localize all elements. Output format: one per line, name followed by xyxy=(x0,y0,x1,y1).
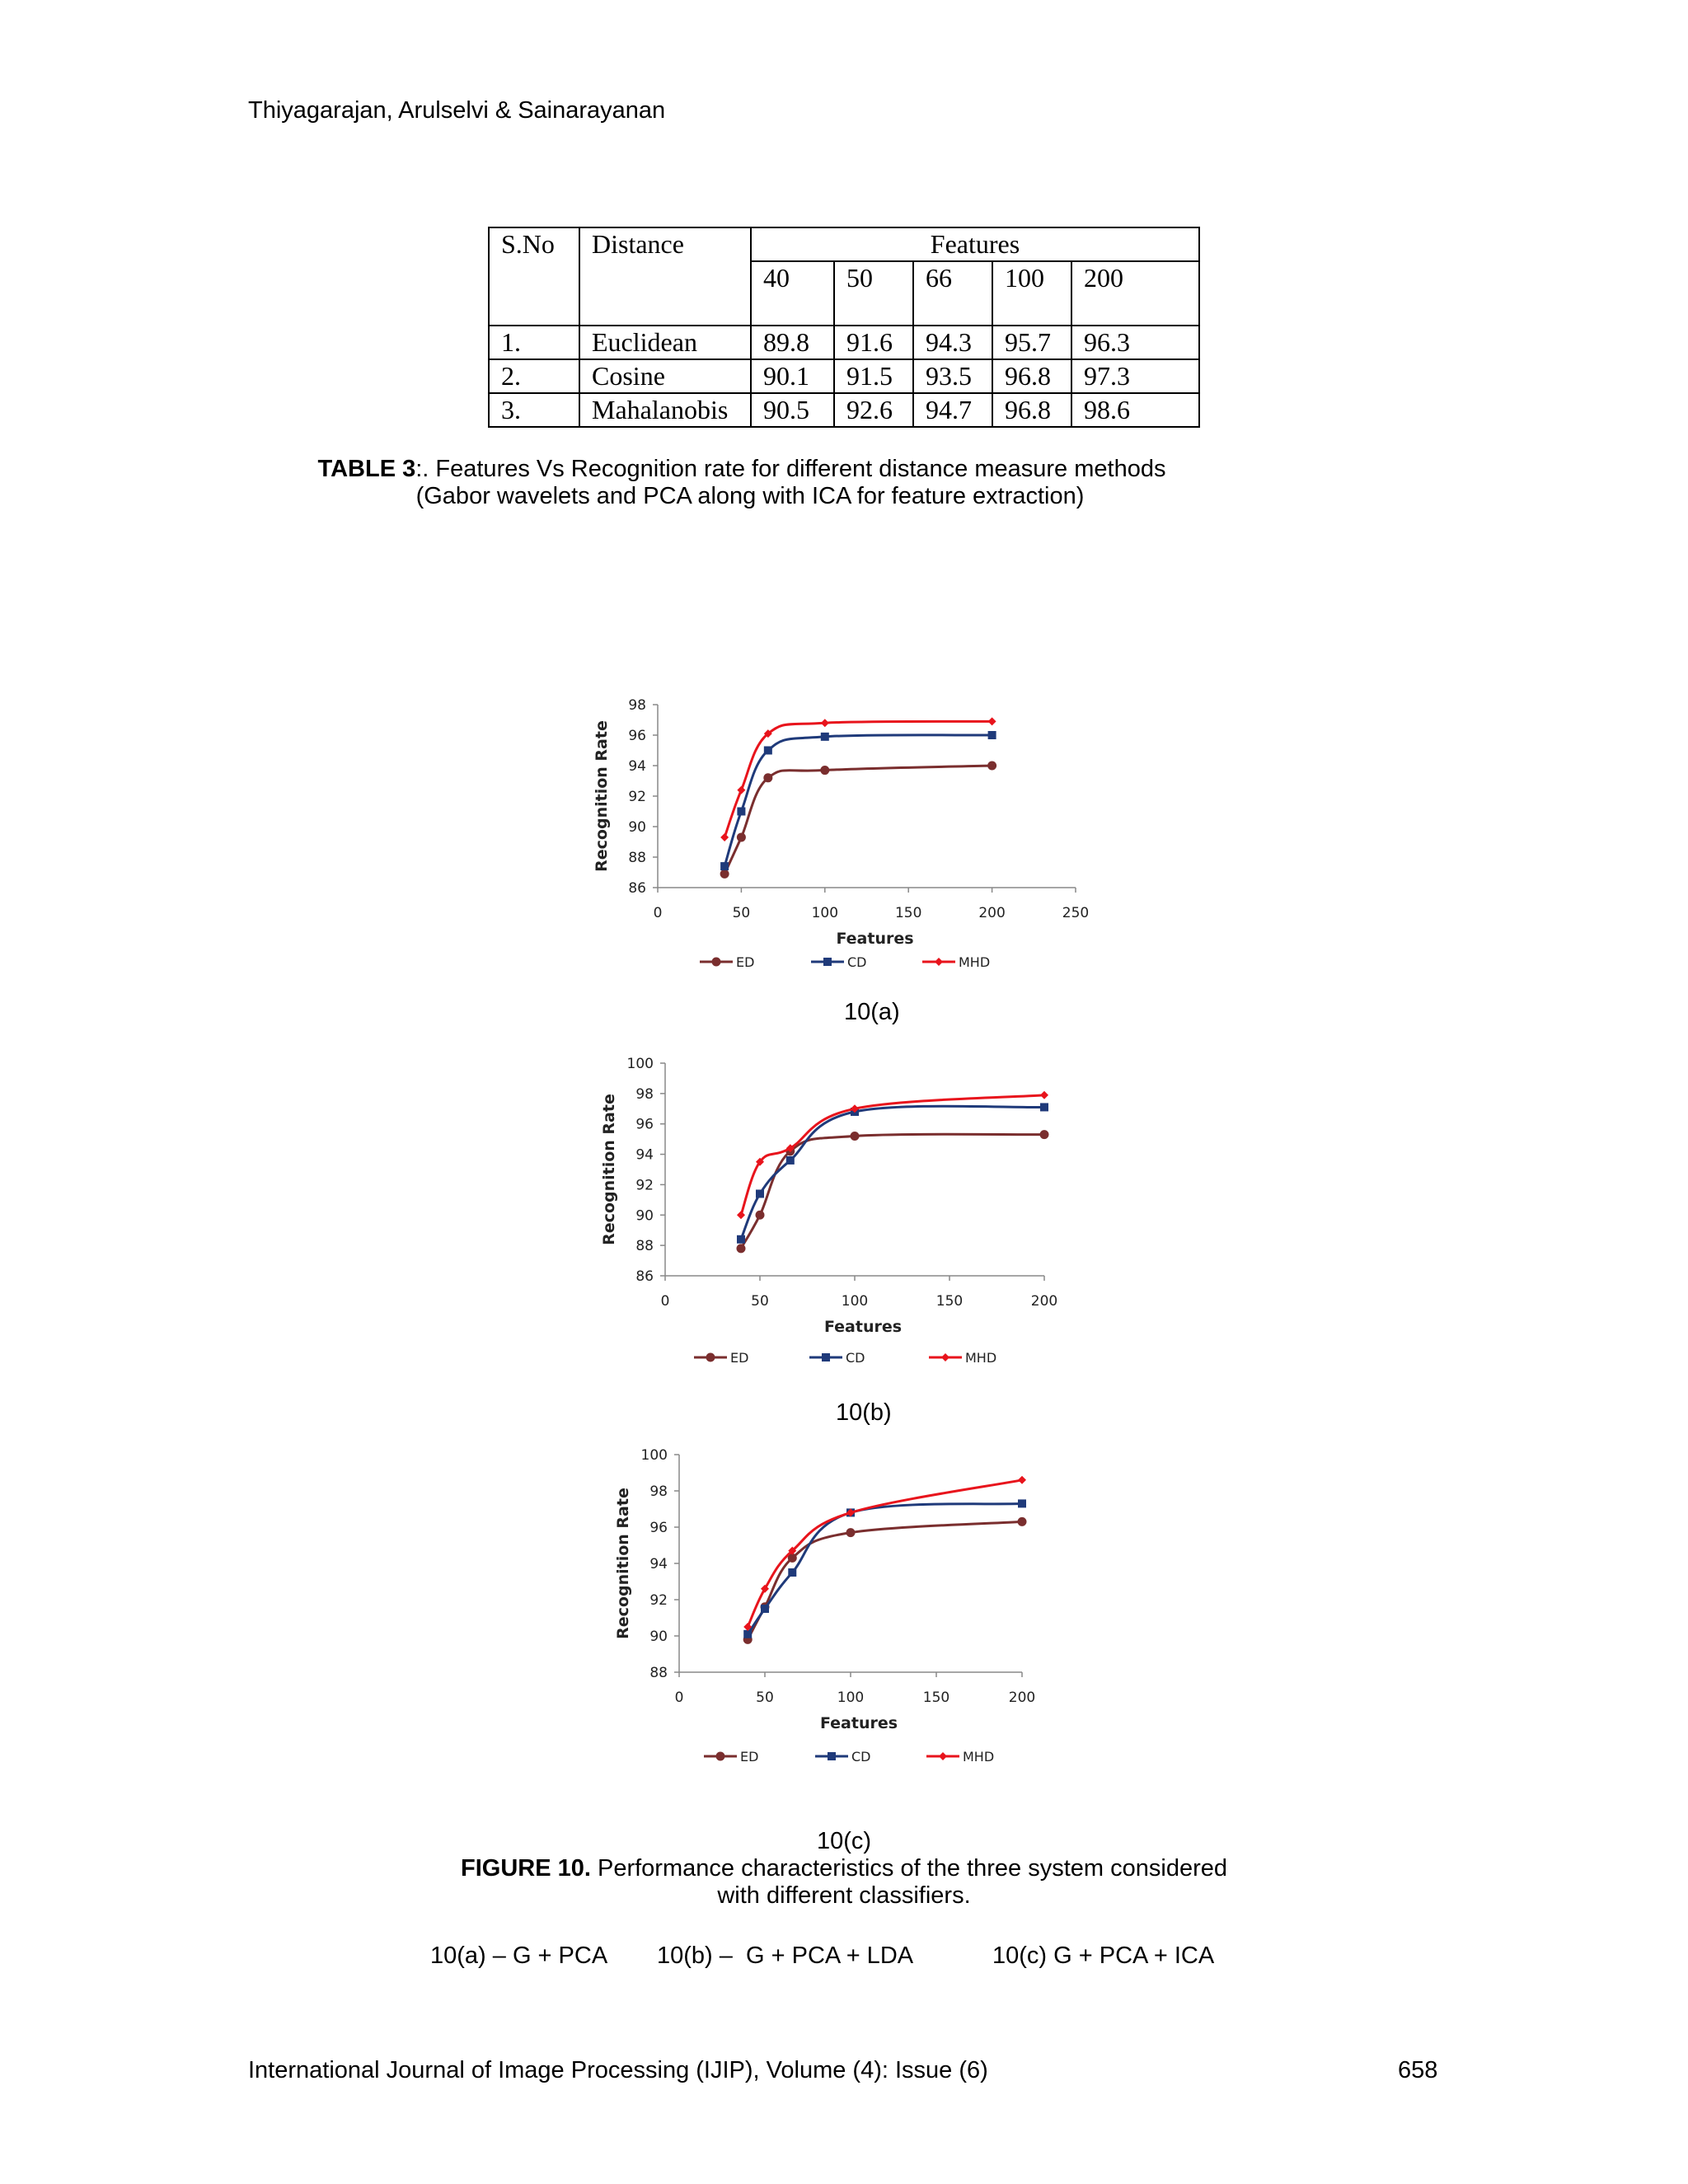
col-features-header: Features xyxy=(751,227,1199,261)
legend-marker-ed xyxy=(716,1752,725,1761)
y-tick-label: 96 xyxy=(635,1116,654,1133)
legend-marker-cd xyxy=(828,1752,836,1760)
series-line-cd xyxy=(724,735,992,866)
feature-count-cell: 200 xyxy=(1071,261,1199,326)
y-tick-label: 90 xyxy=(628,819,646,836)
y-tick-label: 92 xyxy=(635,1177,654,1194)
data-point-ed xyxy=(763,773,772,782)
x-axis-title: Features xyxy=(819,1714,898,1732)
x-tick-label: 200 xyxy=(1008,1690,1036,1706)
row-value: 94.7 xyxy=(913,393,992,427)
table-row xyxy=(489,326,1199,359)
row-value: 91.5 xyxy=(834,359,913,393)
data-point-ed xyxy=(720,869,729,879)
x-tick-label: 50 xyxy=(756,1690,774,1706)
row-value: 98.6 xyxy=(1071,393,1199,427)
data-point-cd xyxy=(737,808,745,816)
y-tick-label: 98 xyxy=(628,697,646,714)
col-sno-header: S.No xyxy=(489,227,579,326)
y-tick-label: 94 xyxy=(635,1146,654,1164)
data-point-cd xyxy=(1040,1103,1048,1111)
table-row xyxy=(489,359,1199,393)
row-sno: 1. xyxy=(489,326,579,359)
x-tick-label: 150 xyxy=(922,1690,950,1706)
x-tick-label: 250 xyxy=(1062,905,1090,921)
x-tick-label: 100 xyxy=(837,1690,865,1706)
col-distance-header: Distance xyxy=(579,227,751,326)
data-point-cd xyxy=(756,1189,764,1197)
x-tick-label: 50 xyxy=(732,905,751,921)
data-point-cd xyxy=(821,733,829,741)
legend-label-cd: CD xyxy=(846,1350,865,1366)
legend-marker-mhd xyxy=(941,1353,950,1361)
legend-label-mhd: MHD xyxy=(963,1749,995,1765)
legend-label-ed: ED xyxy=(730,1350,749,1366)
row-value: 91.6 xyxy=(834,326,913,359)
legend-marker-mhd xyxy=(935,958,943,966)
legend-label-mhd: MHD xyxy=(965,1350,997,1366)
y-tick-label: 92 xyxy=(649,1592,668,1609)
table-caption-line1: :. Features Vs Recognition rate for different distance measure methods xyxy=(415,456,1166,482)
y-tick-label: 90 xyxy=(635,1207,654,1225)
feature-count-cell: 40 xyxy=(751,261,834,326)
chart-10a xyxy=(577,688,1104,985)
y-tick-label: 86 xyxy=(635,1268,654,1285)
table-caption xyxy=(247,456,1236,510)
row-value: 96.8 xyxy=(992,359,1071,393)
data-point-cd xyxy=(764,747,772,755)
legend-label-cd: CD xyxy=(847,954,867,970)
legend-label-ed: ED xyxy=(736,954,755,970)
row-value: 92.6 xyxy=(834,393,913,427)
data-point-mhd xyxy=(988,717,996,725)
y-tick-label: 96 xyxy=(649,1520,668,1536)
figure-caption-line1: Performance characteristics of the three system considered xyxy=(590,1855,1227,1882)
x-tick-label: 0 xyxy=(674,1690,684,1706)
data-point-cd xyxy=(788,1568,796,1577)
x-tick-label: 150 xyxy=(935,1293,964,1310)
footer-page-number: 658 xyxy=(1398,2057,1438,2083)
figure-caption-line2: with different classifiers. xyxy=(717,1882,971,1909)
data-point-mhd xyxy=(1040,1091,1048,1099)
x-tick-label: 0 xyxy=(653,905,663,921)
data-point-ed xyxy=(851,1132,860,1141)
chart-10b xyxy=(577,1047,1104,1380)
feature-count-cell: 50 xyxy=(834,261,913,326)
chart-10b-sublabel: 10(b) xyxy=(836,1399,892,1426)
y-tick-label: 94 xyxy=(628,758,646,775)
legend-marker-mhd xyxy=(939,1752,947,1760)
y-tick-label: 94 xyxy=(649,1556,668,1572)
data-point-mhd xyxy=(1018,1476,1026,1484)
legend-label-mhd: MHD xyxy=(959,954,991,970)
y-tick-label: 92 xyxy=(628,789,646,805)
series-line-ed xyxy=(748,1521,1022,1639)
row-sno: 3. xyxy=(489,393,579,427)
y-axis-title: Recognition Rate xyxy=(614,1488,632,1639)
series-line-mhd xyxy=(748,1480,1022,1627)
row-value: 96.8 xyxy=(992,393,1071,427)
legend-marker-ed xyxy=(712,958,721,967)
row-distance: Mahalanobis xyxy=(579,393,751,427)
table-caption-line2: (Gabor wavelets and PCA along with ICA for feature extraction) xyxy=(415,483,1085,509)
y-tick-label: 86 xyxy=(628,880,646,897)
data-point-cd xyxy=(988,731,996,739)
y-tick-label: 100 xyxy=(626,1056,654,1072)
row-sno: 2. xyxy=(489,359,579,393)
y-tick-label: 98 xyxy=(649,1483,668,1500)
data-point-ed xyxy=(737,1244,746,1253)
y-tick-label: 88 xyxy=(628,850,646,866)
row-value: 95.7 xyxy=(992,326,1071,359)
chart-10a-sublabel: 10(a) xyxy=(844,999,900,1025)
legend-label-ed: ED xyxy=(740,1749,759,1765)
figure-legend-b: 10(b) – G + PCA + LDA xyxy=(657,1943,914,1969)
data-point-ed xyxy=(737,832,746,841)
data-point-mhd xyxy=(737,786,745,794)
figure-caption-label: FIGURE 10. xyxy=(461,1855,591,1882)
data-point-cd xyxy=(761,1605,769,1613)
data-point-cd xyxy=(786,1156,795,1165)
y-tick-label: 88 xyxy=(649,1665,668,1681)
data-point-ed xyxy=(756,1211,765,1220)
row-distance: Euclidean xyxy=(579,326,751,359)
y-axis-title: Recognition Rate xyxy=(600,1094,618,1245)
series-line-ed xyxy=(724,766,992,874)
x-tick-label: 200 xyxy=(978,905,1006,921)
x-tick-label: 150 xyxy=(894,905,922,921)
x-tick-label: 200 xyxy=(1030,1293,1058,1310)
legend-marker-cd xyxy=(823,958,832,966)
legend-label-cd: CD xyxy=(851,1749,871,1765)
data-point-cd xyxy=(720,862,729,870)
x-tick-label: 50 xyxy=(751,1293,769,1310)
x-axis-title: Features xyxy=(823,1318,903,1336)
row-value: 96.3 xyxy=(1071,326,1199,359)
figure-legend-a: 10(a) – G + PCA xyxy=(430,1943,608,1969)
data-point-mhd xyxy=(720,833,729,841)
row-value: 89.8 xyxy=(751,326,834,359)
legend-marker-ed xyxy=(706,1353,715,1362)
row-value: 97.3 xyxy=(1071,359,1199,393)
series-line-cd xyxy=(741,1106,1044,1240)
chart-10c xyxy=(610,1444,1121,1778)
data-point-cd xyxy=(737,1235,745,1244)
data-point-ed xyxy=(846,1528,856,1537)
figure-legend-c: 10(c) G + PCA + ICA xyxy=(992,1943,1215,1969)
x-tick-label: 0 xyxy=(660,1293,670,1310)
legend-marker-cd xyxy=(822,1353,830,1361)
data-point-ed xyxy=(1040,1130,1049,1139)
data-point-ed xyxy=(987,762,996,771)
data-point-ed xyxy=(1018,1517,1027,1526)
x-tick-label: 100 xyxy=(841,1293,869,1310)
x-axis-title: Features xyxy=(836,930,914,948)
chart-10c-sublabel: 10(c) xyxy=(816,1828,872,1854)
y-tick-label: 90 xyxy=(649,1629,668,1645)
data-point-mhd xyxy=(821,719,829,727)
x-tick-label: 100 xyxy=(811,905,839,921)
y-tick-label: 98 xyxy=(635,1085,654,1103)
row-distance: Cosine xyxy=(579,359,751,393)
y-tick-label: 100 xyxy=(640,1447,668,1464)
y-axis-title: Recognition Rate xyxy=(593,720,611,872)
table-row xyxy=(489,393,1199,427)
row-value: 90.1 xyxy=(751,359,834,393)
running-header: Thiyagarajan, Arulselvi & Sainarayanan xyxy=(248,97,666,124)
row-value: 94.3 xyxy=(913,326,992,359)
footer-journal: International Journal of Image Processing (IJIP), Volume (4): Issue (6) xyxy=(248,2057,988,2083)
data-point-ed xyxy=(820,766,829,775)
feature-count-cell: 66 xyxy=(913,261,992,326)
data-point-cd xyxy=(1018,1499,1026,1507)
distance-table xyxy=(488,227,1200,428)
row-value: 90.5 xyxy=(751,393,834,427)
y-tick-label: 88 xyxy=(635,1238,654,1255)
figure-caption xyxy=(330,1828,1358,1910)
feature-count-cell: 100 xyxy=(992,261,1071,326)
data-point-cd xyxy=(743,1630,752,1638)
table-caption-label: TABLE 3 xyxy=(317,456,416,482)
row-value: 93.5 xyxy=(913,359,992,393)
y-tick-label: 96 xyxy=(628,728,646,744)
data-point-mhd xyxy=(737,1211,745,1219)
